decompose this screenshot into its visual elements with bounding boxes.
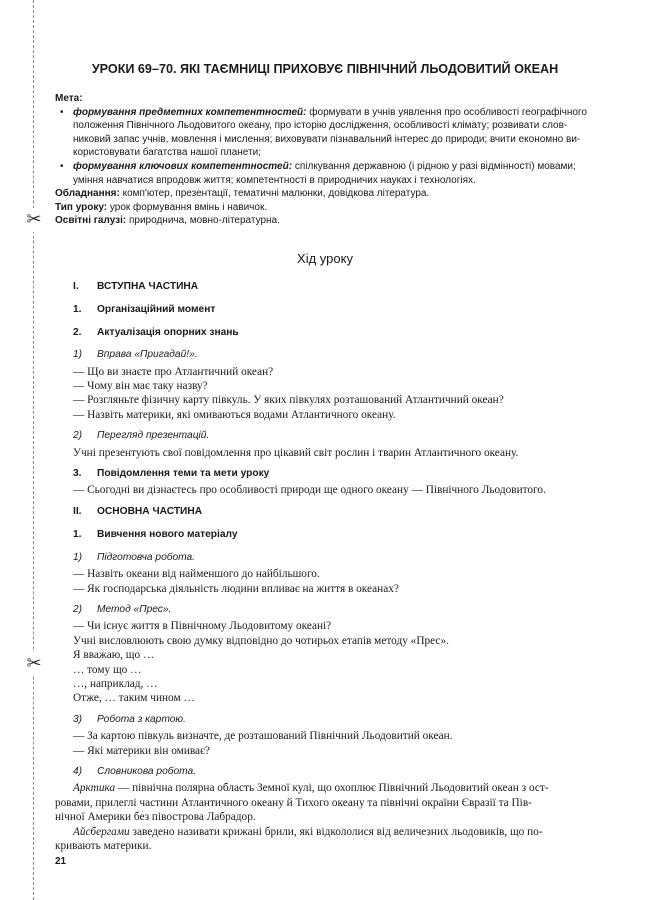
bullet-icon: • [60,106,64,118]
text-line: — Розгляньте фізичну карту півкуль. У яких півкулях розташований Атлантичний океан? [73,394,504,407]
subsection-heading: 4) Словникова робота. [73,765,197,777]
section-heading: 1. Організаційний момент [73,304,216,316]
section-heading: 1. Вивчення нового матеріалу [73,529,238,541]
text-line: — Що ви знаєте про Атлантичний океан? [73,365,274,378]
page-title: УРОКИ 69–70. ЯКІ ТАЄМНИЦІ ПРИХОВУЄ ПІВНІЧНИЙ ЛЬОДОВИТИЙ ОКЕАН [91,62,559,76]
lesson-type-line: Тип уроку: урок формування вмінь і навичок. [55,201,268,213]
subsection-heading: 2) Перегляд презентацій. [73,430,210,442]
text-line: Учні висловлюють свою думку відповідно до чотирьох етапів методу «Прес». [73,634,449,647]
fields-line: Освітні галузі: природнича, мовно-літературна. [55,215,280,227]
text-line: … тому що … [73,663,142,676]
glossary [55,781,598,853]
scissors-icon: ✂ [26,209,42,230]
course-heading: Хід уроку [297,251,353,266]
text-line: — За картою півкуль визначте, де розташований Північний Льодовитий океан. [73,730,453,743]
subsection-heading: 2) Метод «Прес». [73,603,172,615]
text-line: — Назвіть океани від найменшого до найбільшого. [73,568,320,581]
text-line: Я вважаю, що … [73,649,155,662]
subsection-heading: 1) Підготовча робота. [73,551,195,563]
scissors-icon: ✂ [26,653,42,674]
section-heading: 2. Актуалізація опорних знань [73,326,239,338]
text-line: — Чому він має таку назву? [73,380,208,393]
text-line: нічної Америки без півострова Лабрадор. [55,811,256,824]
subsection-heading: 1) Вправа «Пригадай!». [73,349,198,361]
goal-item: • формування ключових компетентностей: спілкування державною (і рідною у разі відмінності) мовами; уміння навчатися впродовж життя; компетентності в природничих науках і технологіях. [60,160,576,186]
text-line: — Як господарська діяльність людини впливає на життя в океанах? [73,582,399,595]
subsection-heading: 3) Робота з картою. [73,713,186,725]
section-heading: 3. Повідомлення теми та мети уроку [73,468,270,480]
part-heading: I. ВСТУПНА ЧАСТИНА [73,281,199,292]
text-line: — Сьогодні ви дізнаєтесь про особливості природи ще одного океану — Північного Льодовитого. [73,484,546,497]
text-line: — Назвіть материки, які омиваються водами Атлантичного океану. [73,408,396,421]
text-line: — Чи існує життя в Північному Льодовитому океані? [73,620,332,633]
text-line: кривають материки. [55,840,152,852]
glossary-entry: Айсбергами заведено називати крижані брили, які відкололися від величезних льодовиків, що по- [73,825,543,838]
glossary-entry: Арктика — північна полярна область Земної кулі, що охоплює Північний Льодовитий океан з ост- [73,782,549,795]
lesson-meta [55,92,595,228]
part-heading: II. ОСНОВНА ЧАСТИНА [73,505,203,517]
text-line: Учні презентують свої повідомлення про цікавий світ рослин і тварин Атлантичного океану. [73,446,519,459]
goal-item: • формування предметних компетентностей: формувати в учнів уявлення про особливості географічного положення Північного Льодовитого океану, про історію дослідження, особливості клімату; розвивати слов- никовий запас учнів, мовлення і мислення; виховувати пізнавальний інтерес до природи; вчити економно ви- користовувати багатства нашої планети; [60,106,587,159]
text-line: ровами, прилеглі частини Атлантичного океану й Тихого океану та північні окраїни Євразії та Пів- [55,796,532,809]
text-line: — Які материки він омиває? [73,744,210,757]
page-number: 21 [55,856,67,867]
cut-line [33,0,34,900]
text-line: Отже, … таким чином … [73,692,195,705]
lesson-body [55,280,598,853]
goal-list [55,106,595,188]
bullet-icon: • [60,160,64,172]
goal-label: Мета: [55,93,83,104]
equipment-line: Обладнання: комп'ютер, презентації, тематичні малюнки, довідкова література. [55,188,430,200]
text-line: …, наприклад, … [73,677,158,690]
